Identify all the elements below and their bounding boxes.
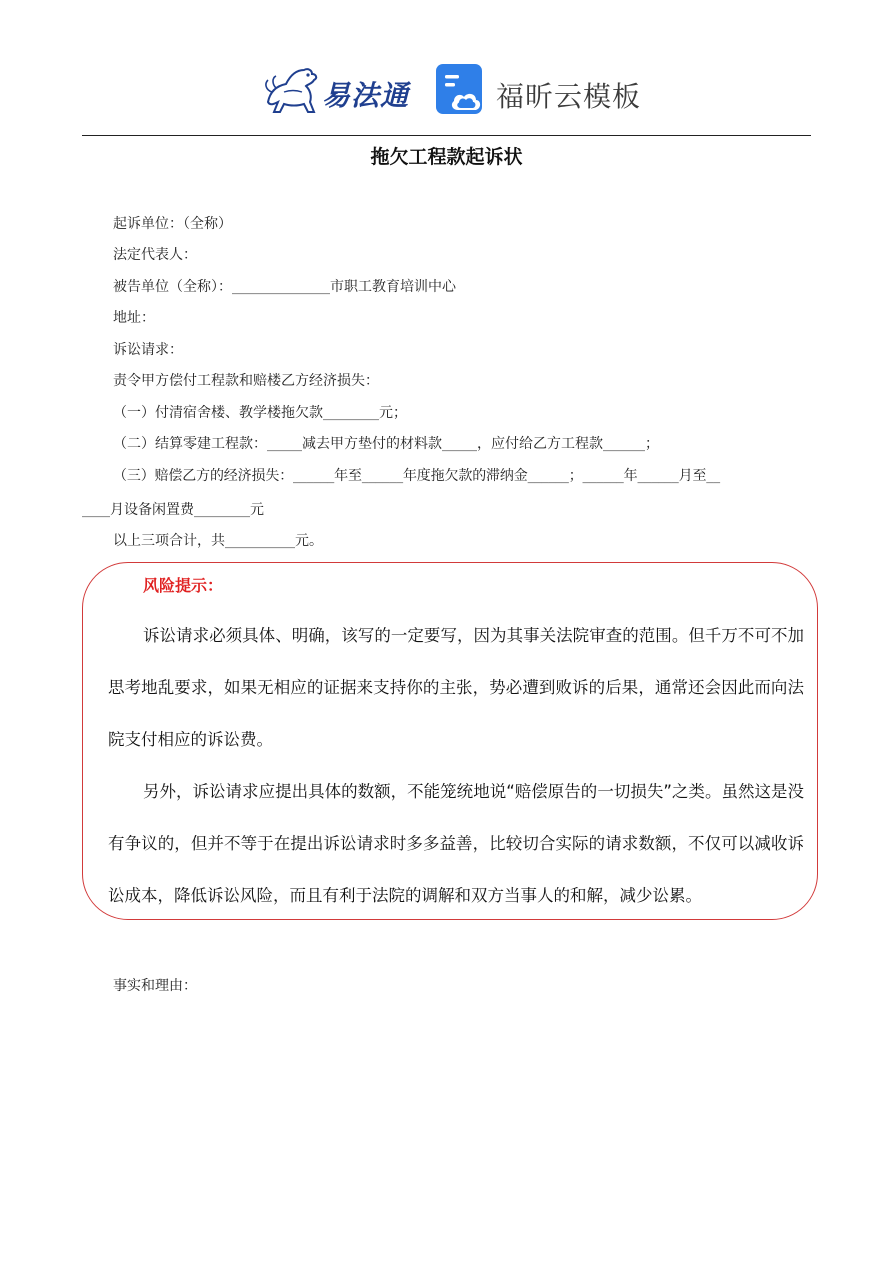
claim-item-3-continued: ____月设备闲置费________元 [82, 502, 264, 518]
header-logos [0, 58, 893, 124]
claim-item-1: （一）付清宿舍楼、教学楼拖欠款________元； [113, 405, 407, 421]
header-divider [82, 135, 811, 136]
document-title: 拖欠工程款起诉状 [370, 146, 523, 168]
logo2-text: 福昕云模板 [496, 80, 642, 113]
fuxin-template-logo [436, 64, 642, 116]
claim-item-2: （二）结算零建工程款：_____减去甲方垫付的材料款_____，应付给乙方工程款______； [113, 436, 659, 452]
logo1-text: 易法通 [322, 79, 410, 112]
risk-notice-title: 风险提示： [143, 576, 224, 595]
claims-intro: 责令甲方偿付工程款和赔楼乙方经济损失： [113, 373, 379, 389]
address-line: 地址： [113, 310, 155, 326]
claims-label: 诉讼请求： [113, 342, 183, 358]
legal-rep-line: 法定代表人： [113, 247, 197, 263]
risk-notice-paragraph-1: 诉讼请求必须具体、明确，该写的一定要写，因为其事关法院审查的范围。但千万不可不加思考地乱要求，如果无相应的证据来支持你的主张，势必遭到败诉的后果，通常还会因此而向法院支付相应的诉讼费。 [108, 626, 804, 749]
defendant-line: 被告单位（全称）：______________市职工教育培训中心 [113, 279, 456, 295]
cloud-document-icon [436, 64, 486, 116]
claim-item-3: （三）赔偿乙方的经济损失：______年至______年度拖欠款的滞纳金______；______年______月至__ [113, 468, 720, 484]
facts-and-reasons-label: 事实和理由： [113, 978, 197, 994]
qilin-mascot-icon [262, 62, 324, 118]
plaintiff-line: 起诉单位：（全称） [113, 216, 232, 232]
risk-notice-paragraph-2: 另外，诉讼请求应提出具体的数额，不能笼统地说“赔偿原告的一切损失”之类。虽然这是没有争议的，但并不等于在提出诉讼请求时多多益善，比较切合实际的请求数额，不仅可以减收诉讼成本，降低诉讼风险，而且有利于法院的调解和双方当事人的和解，减少讼累。 [108, 782, 804, 905]
yifatong-logo [262, 62, 414, 118]
claims-total: 以上三项合计，共__________元。 [113, 533, 323, 549]
